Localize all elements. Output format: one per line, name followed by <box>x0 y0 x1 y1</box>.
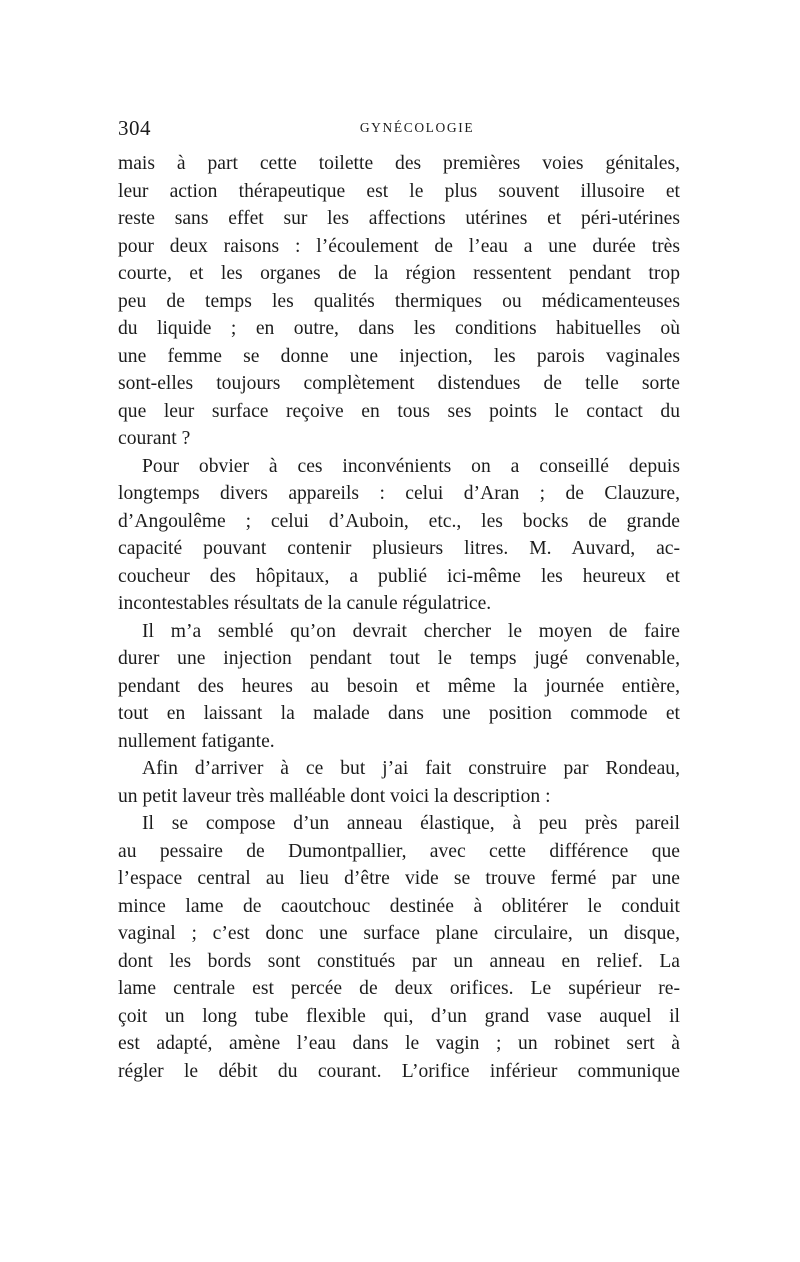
text-line: courte, et les organes de la région ressentent pendant trop <box>118 263 680 284</box>
paragraph-start-line: Afin d’arriver à ce but j’ai fait construire par Rondeau, <box>142 758 680 779</box>
page-number: 304 <box>118 116 151 140</box>
paragraph-end-line: courant ? <box>118 428 191 449</box>
text-line: vaginal ; c’est donc une surface plane circulaire, un disque, <box>118 923 680 944</box>
paragraph-start-line: Il se compose d’un anneau élastique, à peu près pareil <box>142 813 680 834</box>
text-line: l’espace central au lieu d’être vide se trouve fermé par une <box>118 868 680 889</box>
paragraph-end-line: incontestables résultats de la canule régulatrice. <box>118 593 492 614</box>
text-line: au pessaire de Dumontpallier, avec cette différence que <box>118 840 680 862</box>
text-line: du liquide ; en outre, dans les conditions habituelles où <box>118 318 680 339</box>
running-title: GYNÉCOLOGIE <box>359 120 475 135</box>
text-line: çoit un long tube flexible qui, d’un grand vase auquel il <box>118 1005 680 1027</box>
text-line: que leur surface reçoive en tous ses points le contact du <box>118 400 680 422</box>
text-line: longtemps divers appareils : celui d’Aran ; de Clauzure, <box>118 483 680 504</box>
text-line: durer une injection pendant tout le temps jugé convenable, <box>118 648 680 669</box>
text-line: dont les bords sont constitués par un anneau en relief. La <box>118 950 680 972</box>
text-line: sont-elles toujours complètement distendues de telle sorte <box>118 373 680 394</box>
text-line: reste sans effet sur les affections utérines et péri-utérines <box>118 208 680 229</box>
paragraph-end-line: un petit laveur très malléable dont voici la description : <box>118 785 551 807</box>
text-line: régler le débit du courant. L’orifice inférieur communique <box>118 1060 680 1082</box>
text-line: capacité pouvant contenir plusieurs litres. M. Auvard, ac- <box>118 538 680 559</box>
text-line: peu de temps les qualités thermiques ou médicamenteuses <box>118 290 680 312</box>
text-line: une femme se donne une injection, les parois vaginales <box>118 345 680 367</box>
text-line: pour deux raisons : l’écoulement de l’eau a une durée très <box>118 235 680 257</box>
paragraph-start-line: Il m’a semblé qu’on devrait chercher le moyen de faire <box>142 620 680 642</box>
text-line: lame centrale est percée de deux orifices. Le supérieur re- <box>118 978 680 999</box>
text-line: leur action thérapeutique est le plus souvent illusoire et <box>118 180 680 202</box>
text-line: mince lame de caoutchouc destinée à oblitérer le conduit <box>118 895 680 917</box>
text-line: tout en laissant la malade dans une position commode et <box>118 703 680 724</box>
text-line: mais à part cette toilette des premières voies génitales, <box>118 153 680 174</box>
text-line: pendant des heures au besoin et même la journée entière, <box>118 675 680 697</box>
text-line: coucheur des hôpitaux, a publié ici-même les heureux et <box>118 565 680 587</box>
page-header <box>118 116 680 144</box>
paragraph-start-line: Pour obvier à ces inconvénients on a conseillé depuis <box>142 455 680 477</box>
paragraph-end-line: nullement fatigante. <box>118 730 275 752</box>
text-line: est adapté, amène l’eau dans le vagin ; un robinet sert à <box>118 1033 680 1054</box>
text-line: d’Angoulême ; celui d’Auboin, etc., les bocks de grande <box>118 510 680 532</box>
body-text <box>118 150 680 1085</box>
